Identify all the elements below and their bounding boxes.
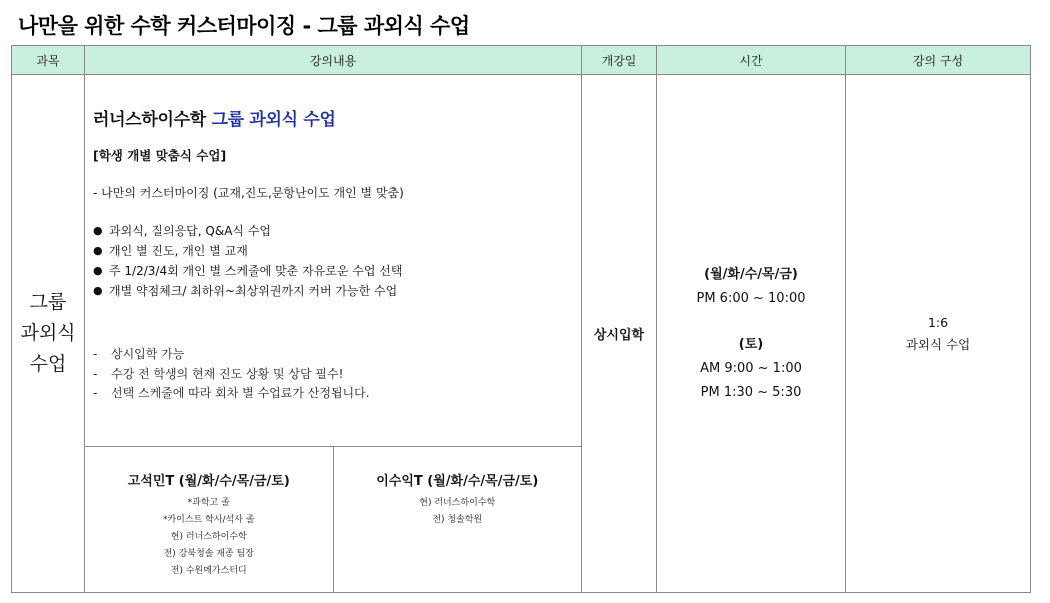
weekday-time: PM 6:00 ~ 10:00	[696, 290, 806, 306]
teacher-name: 이수익T (월/화/수/목/금/토)	[376, 474, 539, 489]
course-row	[12, 75, 1031, 593]
weekday-label: (월/화/수/목/금)	[704, 266, 798, 282]
list-item: - 선택 스케줄에 따라 회차 별 수업료가 산정됩니다.	[93, 384, 567, 404]
teacher-name: 고석민T (월/화/수/목/금/토)	[127, 474, 290, 489]
header-open-date: 개강일	[582, 46, 657, 75]
teacher-card	[333, 447, 582, 592]
list-item: ● 개인 별 진도, 개인 별 교재	[93, 241, 567, 261]
headline-accent: 그룹 과외식 수업	[211, 110, 336, 130]
content-subhead: [학생 개별 맞춤식 수업]	[93, 148, 227, 163]
teacher-career: 전) 수원메가스터디	[170, 566, 247, 576]
list-item: ● 주 1/2/3/4회 개인 별 스케줄에 맞춘 자유로운 수업 선택	[93, 261, 567, 281]
composition-type: 과외식 수업	[905, 336, 971, 352]
subject-cell	[12, 75, 85, 593]
bullet-icon: ●	[93, 264, 103, 277]
saturday-pm-time: PM 1:30 ~ 5:30	[700, 384, 802, 400]
bullet-icon: ●	[93, 244, 103, 257]
notes-list	[93, 345, 567, 404]
list-item: ● 개별 약점체크/ 최하위~최상위권까지 커버 가능한 수업	[93, 281, 567, 301]
header-subject: 과목	[12, 46, 85, 75]
teacher-card	[85, 447, 333, 592]
feature-list	[93, 221, 567, 301]
header-content: 강의내용	[85, 46, 582, 75]
teacher-career: 현) 러너스하이수학	[170, 532, 247, 542]
content-main	[85, 75, 581, 446]
teacher-career: 현) 러너스하이수학	[419, 498, 496, 508]
composition-cell	[846, 75, 1031, 593]
time-cell	[657, 75, 846, 593]
content-cell	[85, 75, 582, 593]
saturday-label: (토)	[738, 336, 764, 352]
teacher-career: 전) 청솔학원	[432, 515, 483, 525]
list-item: - 수강 전 학생의 현재 진도 상황 및 상담 필수!	[93, 365, 567, 385]
composition-ratio: 1:6	[927, 314, 949, 330]
subject-line: 과외식	[20, 322, 76, 344]
course-table	[11, 45, 1031, 593]
content-headline	[93, 105, 567, 130]
saturday-am-time: AM 9:00 ~ 1:00	[700, 360, 802, 376]
bullet-icon: ●	[93, 284, 103, 297]
custom-line: - 나만의 커스터마이징 (교재,진도,문항난이도 개인 별 맞춤)	[93, 186, 404, 200]
header-composition: 강의 구성	[846, 46, 1031, 75]
page-title: 나만을 위한 수학 커스터마이징 - 그룹 과외식 수업	[18, 14, 470, 38]
bullet-icon: ●	[93, 224, 103, 237]
open-date-cell: 상시입학	[582, 75, 657, 593]
teacher-section	[85, 446, 581, 592]
headline-prefix: 러너스하이수학	[93, 110, 206, 130]
teacher-career: 전) 강북청솔 재종 팀장	[163, 549, 254, 559]
header-row	[12, 46, 1031, 75]
list-item: ● 과외식, 질의응답, Q&A식 수업	[93, 221, 567, 241]
subject-line: 그룹	[29, 291, 67, 313]
teacher-career: *카이스트 학사/석사 졸	[162, 515, 255, 525]
header-time: 시간	[657, 46, 846, 75]
teacher-career: *과학고 졸	[187, 498, 230, 508]
list-item: - 상시입학 가능	[93, 345, 567, 365]
subject-line: 수업	[29, 353, 67, 375]
